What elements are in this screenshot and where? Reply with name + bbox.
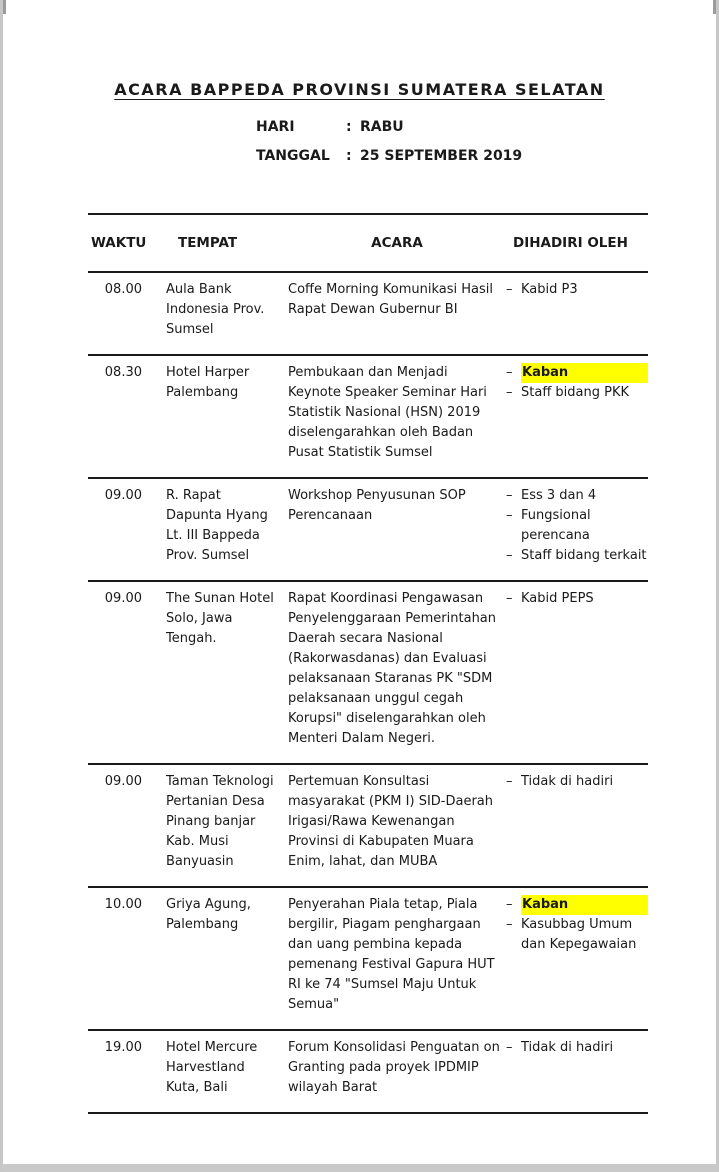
meta-colon: :: [346, 148, 352, 164]
table-row: [88, 1031, 648, 1114]
attendee-text: Kabid PEPS: [521, 591, 594, 606]
document-title: [3, 80, 716, 99]
attendee-item: [506, 486, 648, 506]
tempat-cell: Hotel Harper Palembang: [166, 365, 250, 400]
attendee-item: [506, 895, 648, 915]
attendee-item: [506, 772, 648, 792]
attendee-text: Ess 3 dan 4: [521, 488, 597, 503]
table-row: [88, 765, 648, 888]
attendee-dash: –: [506, 897, 513, 912]
table-row: [88, 582, 648, 765]
dihadiri-cell: [506, 895, 648, 1015]
attendee-dash: –: [506, 591, 513, 606]
schedule-body: [88, 273, 648, 1114]
document-title-text: ACARA BAPPEDA PROVINSI SUMATERA SELATAN: [114, 80, 605, 99]
attendee-item: [506, 589, 648, 609]
attendee-item: [506, 363, 648, 383]
table-row: [88, 479, 648, 582]
attendee-text: Tidak di hadiri: [521, 1040, 614, 1055]
page-edge-mark-right: [713, 0, 716, 14]
table-row: [88, 356, 648, 479]
acara-cell: Workshop Penyusunan SOP Perencanaan: [288, 488, 466, 523]
attendee-dash: –: [506, 282, 513, 297]
acara-cell: Penyerahan Piala tetap, Piala bergilir, Piagam penghargaan dan uang pembina kepada pemenang Festival Gapura HUT RI ke 74 "Sumsel Maju Untuk Semua": [288, 897, 495, 1012]
attendee-item: [506, 383, 648, 403]
dihadiri-cell: [506, 486, 648, 566]
dihadiri-cell: [506, 1038, 648, 1098]
acara-cell: Pertemuan Konsultasi masyarakat (PKM I) SID-Daerah Irigasi/Rawa Kewenangan Provinsi di Kabupaten Muara Enim, lahat, dan MUBA: [288, 774, 494, 869]
waktu-cell: 09.00: [104, 591, 142, 606]
attendee-text: Staff bidang PKK: [521, 385, 629, 400]
dihadiri-cell: [506, 772, 648, 872]
acara-cell: Coffe Morning Komunikasi Hasil Rapat Dewan Gubernur BI: [288, 282, 493, 317]
tempat-cell: Griya Agung, Palembang: [166, 897, 251, 932]
attendee-text: Kabid P3: [521, 282, 578, 297]
waktu-cell: 08.30: [104, 365, 142, 380]
attendee-item: [506, 546, 648, 566]
attendee-text: Staff bidang terkait: [521, 548, 647, 563]
attendee-dash: –: [506, 365, 513, 380]
meta-label-date: TANGGAL: [256, 148, 330, 164]
attendee-dash: –: [506, 548, 513, 563]
dihadiri-cell: [506, 589, 648, 749]
tempat-cell: The Sunan Hotel Solo, Jawa Tengah.: [166, 591, 274, 646]
document-meta: [256, 119, 522, 177]
schedule-table: [88, 213, 648, 1114]
table-row: [88, 888, 648, 1031]
meta-value-day: RABU: [360, 119, 404, 135]
meta-row-day: [256, 119, 522, 135]
attendee-item: [506, 280, 648, 300]
dihadiri-cell: [506, 363, 648, 463]
attendee-text-highlighted: Kaban: [521, 363, 648, 383]
header-dihadiri-oleh: DIHADIRI OLEH: [513, 235, 628, 251]
attendee-text: Kasubbag Umum dan Kepegawaian: [521, 917, 637, 952]
header-acara: ACARA: [371, 235, 423, 251]
acara-cell: Pembukaan dan Menjadi Keynote Speaker Seminar Hari Statistik Nasional (HSN) 2019 diselengarahkan oleh Badan Pusat Statistik Sumsel: [288, 365, 487, 460]
meta-value-date: 25 SEPTEMBER 2019: [360, 148, 523, 164]
acara-cell: Rapat Koordinasi Pengawasan Penyelenggaraan Pemerintahan Daerah secara Nasional (Rakorwasdanas) dan Evaluasi pelaksanaan Staranas PK "SDM pelaksanaan unggul cegah Korupsi" diselengarahkan oleh Menteri Dalam Negeri.: [288, 591, 497, 746]
tempat-cell: Taman Teknologi Pertanian Desa Pinang banjar Kab. Musi Banyuasin: [166, 774, 274, 869]
attendee-dash: –: [506, 508, 513, 523]
meta-colon: :: [346, 119, 352, 135]
waktu-cell: 19.00: [104, 1040, 142, 1055]
attendee-dash: –: [506, 917, 513, 932]
attendee-text-highlighted: Kaban: [521, 895, 648, 915]
attendee-text: Fungsional perencana: [521, 508, 591, 543]
attendee-dash: –: [506, 488, 513, 503]
page-edge-mark-left: [3, 0, 6, 14]
waktu-cell: 09.00: [104, 774, 142, 789]
attendee-dash: –: [506, 385, 513, 400]
attendee-dash: –: [506, 774, 513, 789]
dihadiri-cell: [506, 280, 648, 340]
attendee-item: [506, 1038, 648, 1058]
attendee-text: Tidak di hadiri: [521, 774, 614, 789]
tempat-cell: Hotel Mercure Harvestland Kuta, Bali: [166, 1040, 258, 1095]
attendee-dash: –: [506, 1040, 513, 1055]
header-tempat: TEMPAT: [178, 235, 238, 251]
waktu-cell: 08.00: [104, 282, 142, 297]
header-waktu: WAKTU: [91, 235, 147, 251]
tempat-cell: R. Rapat Dapunta Hyang Lt. III Bappeda Prov. Sumsel: [166, 488, 268, 563]
meta-label-day: HARI: [256, 119, 295, 135]
meta-row-date: [256, 148, 522, 164]
acara-cell: Forum Konsolidasi Penguatan on Granting pada proyek IPDMIP wilayah Barat: [288, 1040, 500, 1095]
waktu-cell: 10.00: [104, 897, 142, 912]
schedule-table-header: [88, 213, 648, 273]
table-row: [88, 273, 648, 356]
attendee-item: [506, 915, 648, 955]
tempat-cell: Aula Bank Indonesia Prov. Sumsel: [166, 282, 265, 337]
attendee-item: [506, 506, 648, 546]
waktu-cell: 09.00: [104, 488, 142, 503]
